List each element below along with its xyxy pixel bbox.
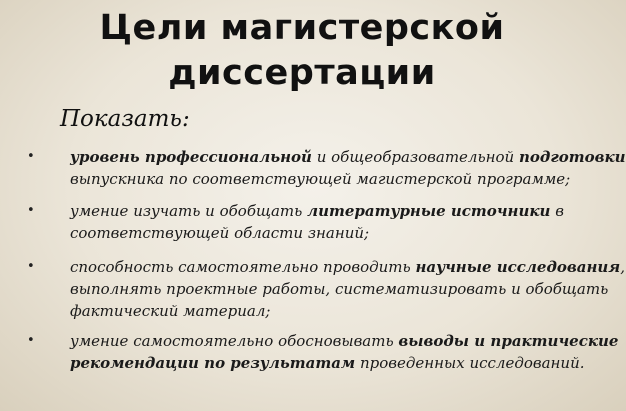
text-run: и общеобразовательной [311,148,519,166]
text-run: выпускника по соответствующей магистерской программе; [70,170,571,188]
text-run: умение самостоятельно обосновывать [70,332,399,350]
text-line [70,168,604,190]
text-line [70,256,626,278]
slide-title [0,6,604,96]
text-run: фактический материал; [70,302,271,320]
emphasis-text: выводы и практические [398,332,619,350]
list-item-text [70,256,626,322]
text-run: выполнять проектные работы, систематизировать и обобщать [70,280,609,298]
text-run: соответствующей области знаний; [70,224,370,242]
emphasis-text: рекомендации по результатам [70,354,356,372]
text-line [70,330,619,352]
text-run: , [620,258,626,276]
emphasis-text: подготовки [519,148,626,166]
text-run: умение изучать и обобщать [70,202,308,220]
list-item-text [70,200,604,244]
text-line [70,300,604,322]
emphasis-text: научные исследования [415,258,621,276]
text-line [70,222,604,244]
bullet-icon: • [27,203,35,218]
text-line [70,352,604,374]
slide-title-line-2: диссертации [168,53,436,93]
text-line [70,146,626,168]
text-run: проведенных исследований. [355,354,585,372]
list-item-text [70,330,619,374]
bullet-icon: • [27,259,35,274]
bullet-icon: • [27,333,35,348]
subheading: Показать: [60,106,190,132]
emphasis-text: литературные источники [307,202,551,220]
bullet-icon: • [27,149,35,164]
slide-title-line-1: Цели магистерской [99,8,505,48]
emphasis-text: уровень профессиональной [70,148,312,166]
text-line [70,200,604,222]
list-item-text [70,146,626,190]
text-line [70,278,609,300]
text-run: способность самостоятельно проводить [70,258,416,276]
text-run: в [550,202,564,220]
